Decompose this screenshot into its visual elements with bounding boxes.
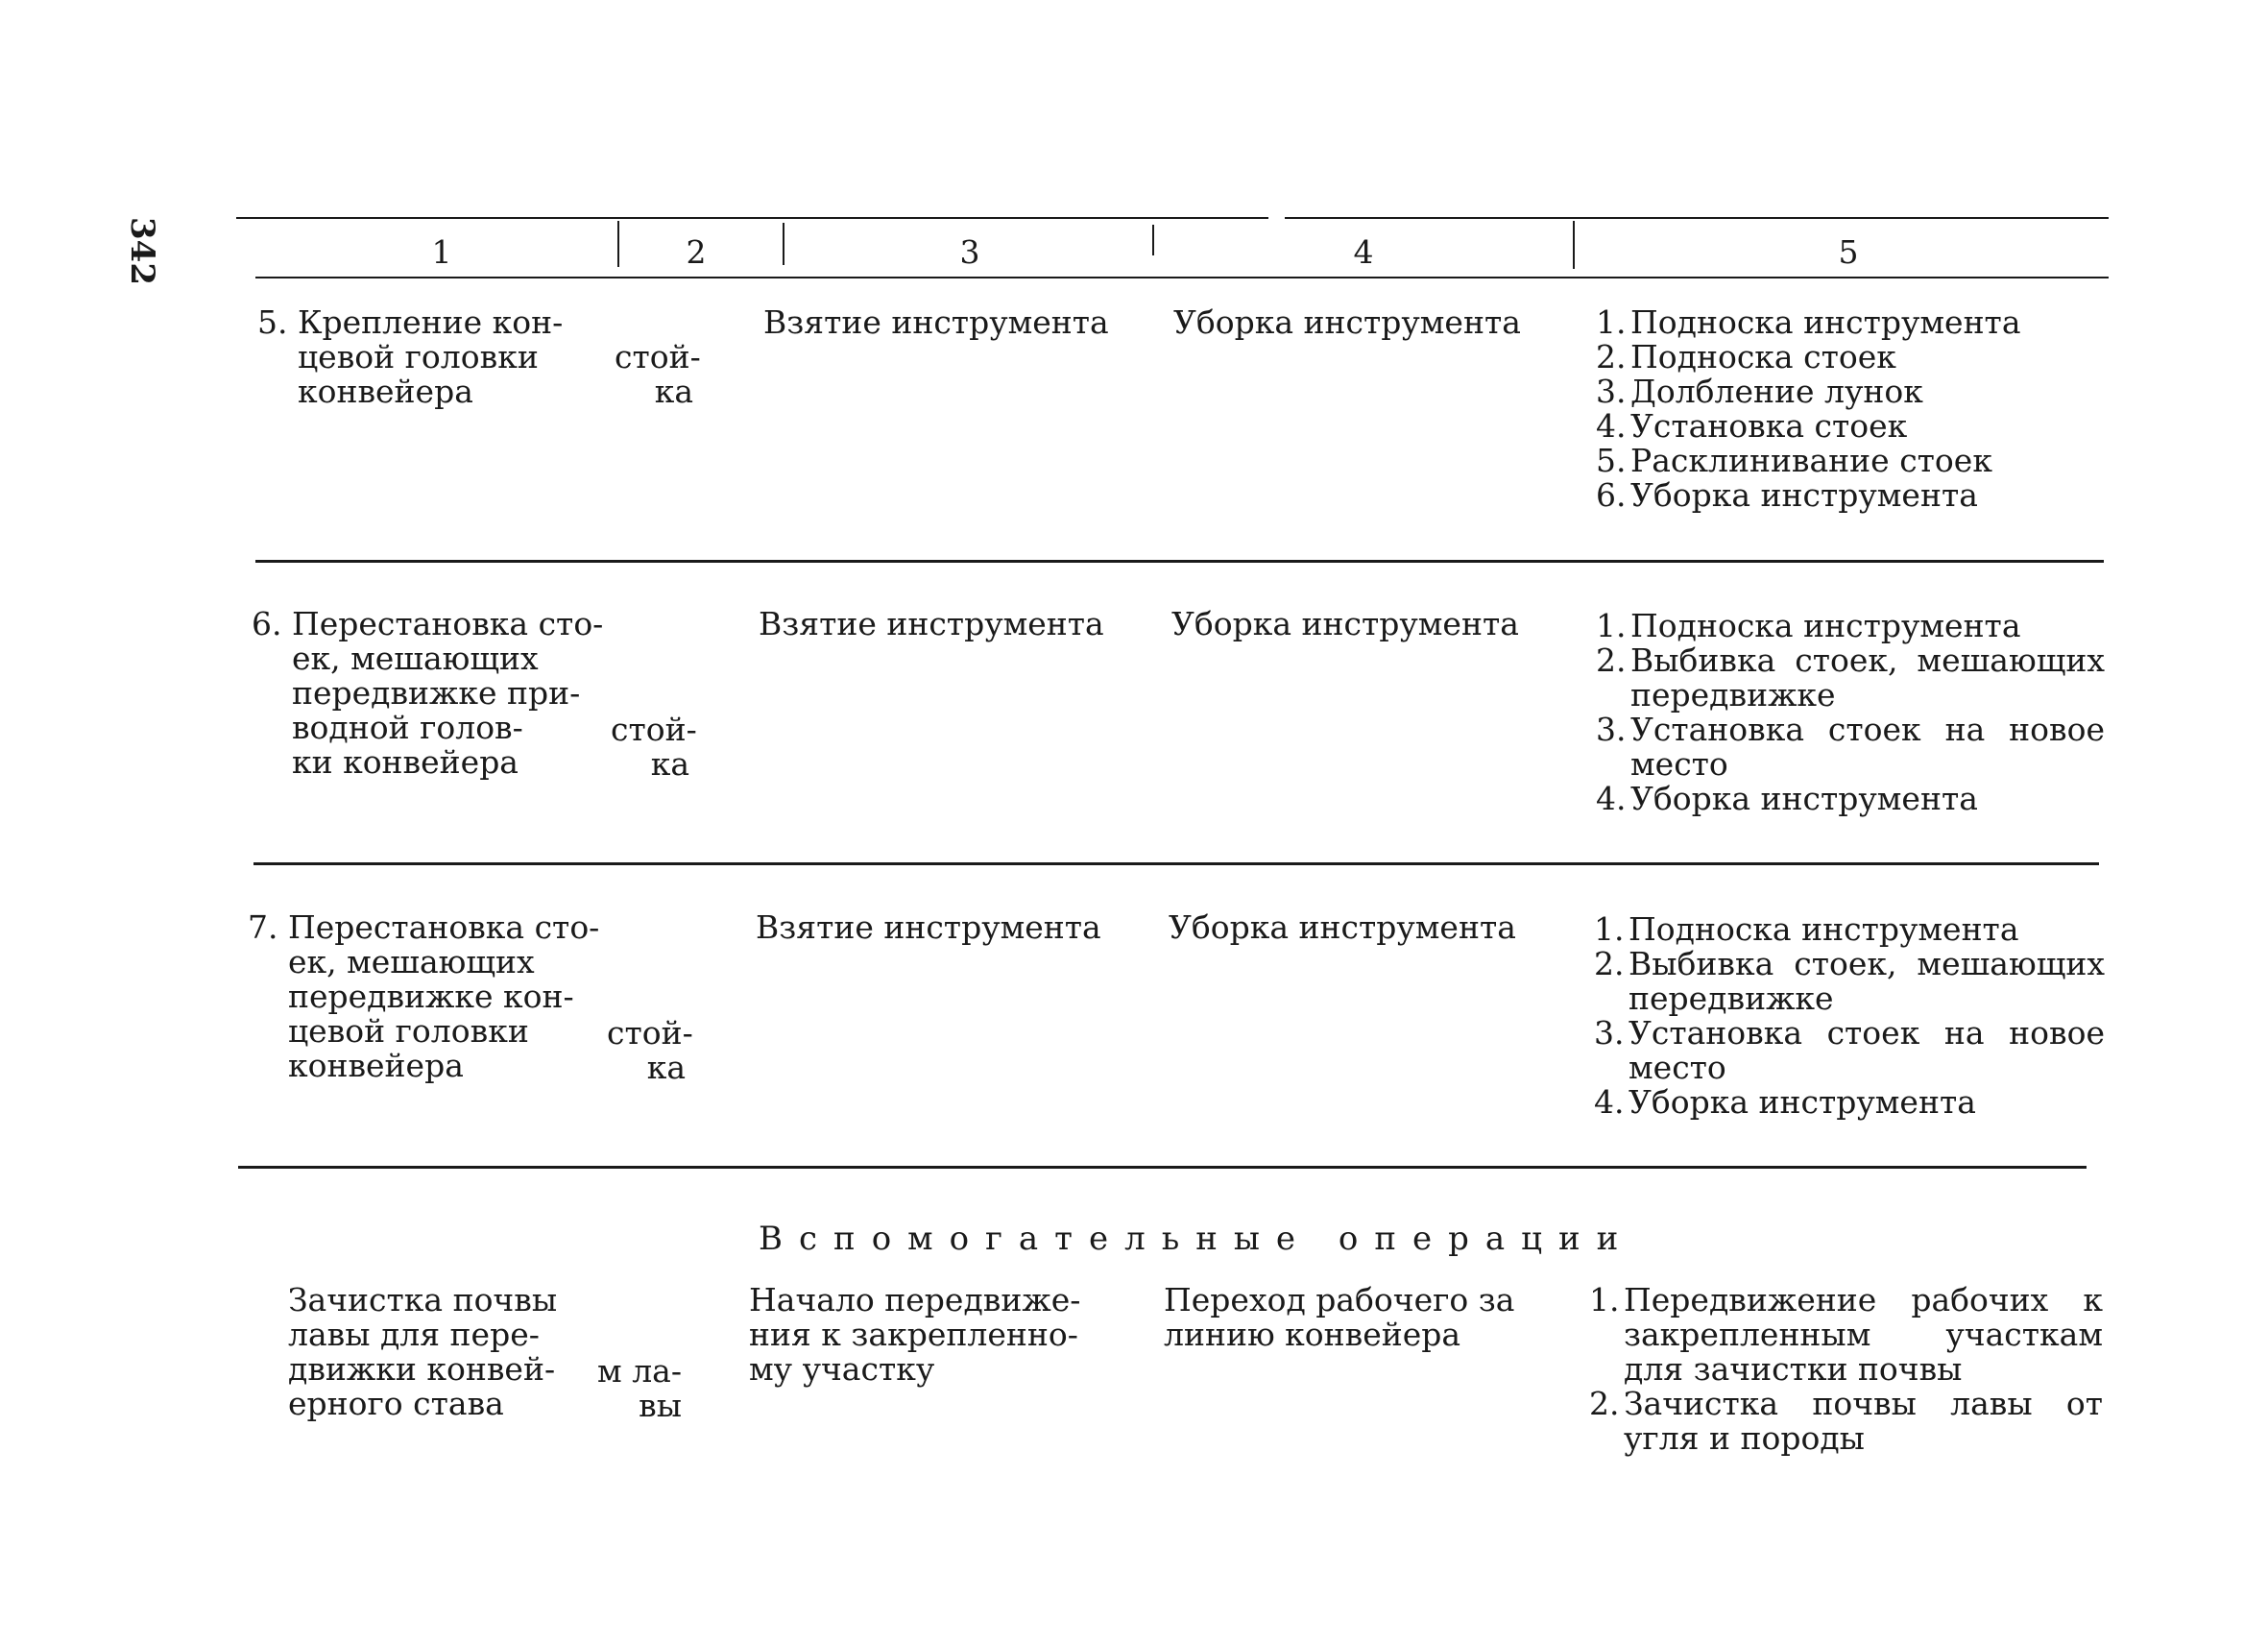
step-item: [1589, 1283, 2103, 1387]
step-text: Уборка инструмента: [1629, 1083, 1976, 1121]
step-text: Уборка инструмента: [1630, 476, 1978, 514]
step-number: 5.: [1596, 442, 1627, 479]
aux-start: [749, 1283, 1119, 1387]
row-6-steps: [1596, 609, 2105, 816]
header-bottom-rule: [255, 277, 2109, 278]
aux-end: Переход рабочего за линию конвейера: [1164, 1281, 1515, 1353]
step-item: [1596, 305, 2114, 340]
section-title: Вспомогательные операции: [759, 1220, 1635, 1258]
step-number: 1.: [1596, 303, 1627, 341]
row-6-operation: 6. Перестановка сто- ек, мешающих передвижке при- водной голов- ки конвейера: [252, 605, 604, 781]
step-text: Выбивка стоек, мешающих передвижке: [1629, 945, 2105, 1017]
step-number: 4.: [1596, 407, 1627, 445]
step-number: 3.: [1596, 711, 1627, 748]
row-7-steps: [1594, 912, 2105, 1120]
row-7-end: Уборка инструмента: [1169, 908, 1516, 946]
step-item: [1596, 340, 2114, 375]
row-separator: [255, 560, 2104, 563]
row-6-end: Уборка инструмента: [1171, 605, 1519, 642]
aux-steps: [1589, 1283, 2103, 1456]
step-item: [1596, 609, 2105, 643]
step-number: 1.: [1594, 910, 1625, 948]
header-top-rule: [236, 217, 1268, 219]
step-item: [1594, 1085, 2105, 1120]
header-divider-3: [1152, 225, 1154, 255]
step-text: Подноска инструмента: [1630, 303, 2021, 341]
row-separator: [238, 1166, 2087, 1169]
step-item: [1594, 1016, 2105, 1085]
step-item: [1596, 478, 2114, 513]
row-6-start: Взятие инструмента: [759, 605, 1104, 642]
step-text: Выбивка стоек, мешающих передвижке: [1630, 641, 2105, 714]
step-number: 2.: [1596, 338, 1627, 375]
row-5-end: Уборка инструмента: [1173, 303, 1521, 341]
aux-operation: Зачистка почвы лавы для пере- движки конвей- ерного става: [288, 1281, 558, 1422]
step-item: [1596, 643, 2105, 713]
column-header-4: 4: [1353, 233, 1374, 271]
step-number: 2.: [1594, 945, 1625, 982]
header-divider-4: [1573, 221, 1575, 269]
step-text: Установка стоек на новое место: [1629, 1014, 2105, 1086]
row-6-unit: стой- ка: [611, 711, 697, 783]
step-text: Подноска инструмента: [1629, 910, 2019, 948]
row-5-steps: [1596, 305, 2114, 513]
page-number: 342: [123, 217, 161, 285]
step-number: 1.: [1589, 1281, 1620, 1318]
step-item: [1596, 444, 2114, 478]
step-number: 6.: [1596, 476, 1627, 514]
step-text: Передвижение рабочих к закрепленным участкам для зачистки почвы: [1624, 1281, 2103, 1388]
step-text: Зачистка почвы лавы от угля и породы: [1624, 1385, 2103, 1457]
step-text: Установка стоек на новое место: [1630, 711, 2105, 783]
column-header-2: 2: [686, 233, 707, 271]
row-5-operation: 5. Крепление кон- цевой головки конвейера: [257, 303, 564, 410]
row-7-start: Взятие инструмента: [756, 908, 1101, 946]
step-item: [1596, 782, 2105, 816]
step-text: Расклинивание стоек: [1630, 442, 1992, 479]
column-header-3: 3: [959, 233, 980, 271]
step-item: [1596, 713, 2105, 782]
row-separator: [253, 862, 2099, 865]
step-number: 4.: [1596, 780, 1627, 817]
column-header-1: 1: [431, 233, 452, 271]
step-item: [1589, 1387, 2103, 1456]
step-item: [1596, 409, 2114, 444]
header-divider-2: [783, 223, 784, 265]
step-text: Подноска инструмента: [1630, 607, 2021, 644]
step-text: Установка стоек: [1630, 407, 1908, 445]
step-number: 2.: [1596, 641, 1627, 679]
step-number: 3.: [1596, 373, 1627, 410]
step-text: Подноска стоек: [1630, 338, 1896, 375]
step-number: 4.: [1594, 1083, 1625, 1121]
column-header-5: 5: [1838, 233, 1859, 271]
step-item: [1594, 947, 2105, 1016]
step-item: [1594, 912, 2105, 947]
step-item: [1596, 375, 2114, 409]
header-top-rule-right: [1285, 217, 2109, 219]
step-number: 2.: [1589, 1385, 1620, 1422]
row-7-operation: 7. Перестановка сто- ек, мешающих передвижке кон- цевой головки конвейера: [248, 908, 600, 1084]
step-text: Долбление лунок: [1630, 373, 1923, 410]
aux-start-text: Начало передвиже- ния к закрепленно- му участку: [749, 1281, 1081, 1388]
row-7-unit: стой- ка: [607, 1014, 693, 1086]
row-5-start: Взятие инструмента: [763, 303, 1109, 341]
step-number: 3.: [1594, 1014, 1625, 1052]
step-text: Уборка инструмента: [1630, 780, 1978, 817]
step-number: 1.: [1596, 607, 1627, 644]
header-divider-1: [617, 221, 619, 267]
aux-unit: м ла- вы: [597, 1352, 682, 1424]
row-5-unit: стой- ка: [615, 338, 701, 410]
